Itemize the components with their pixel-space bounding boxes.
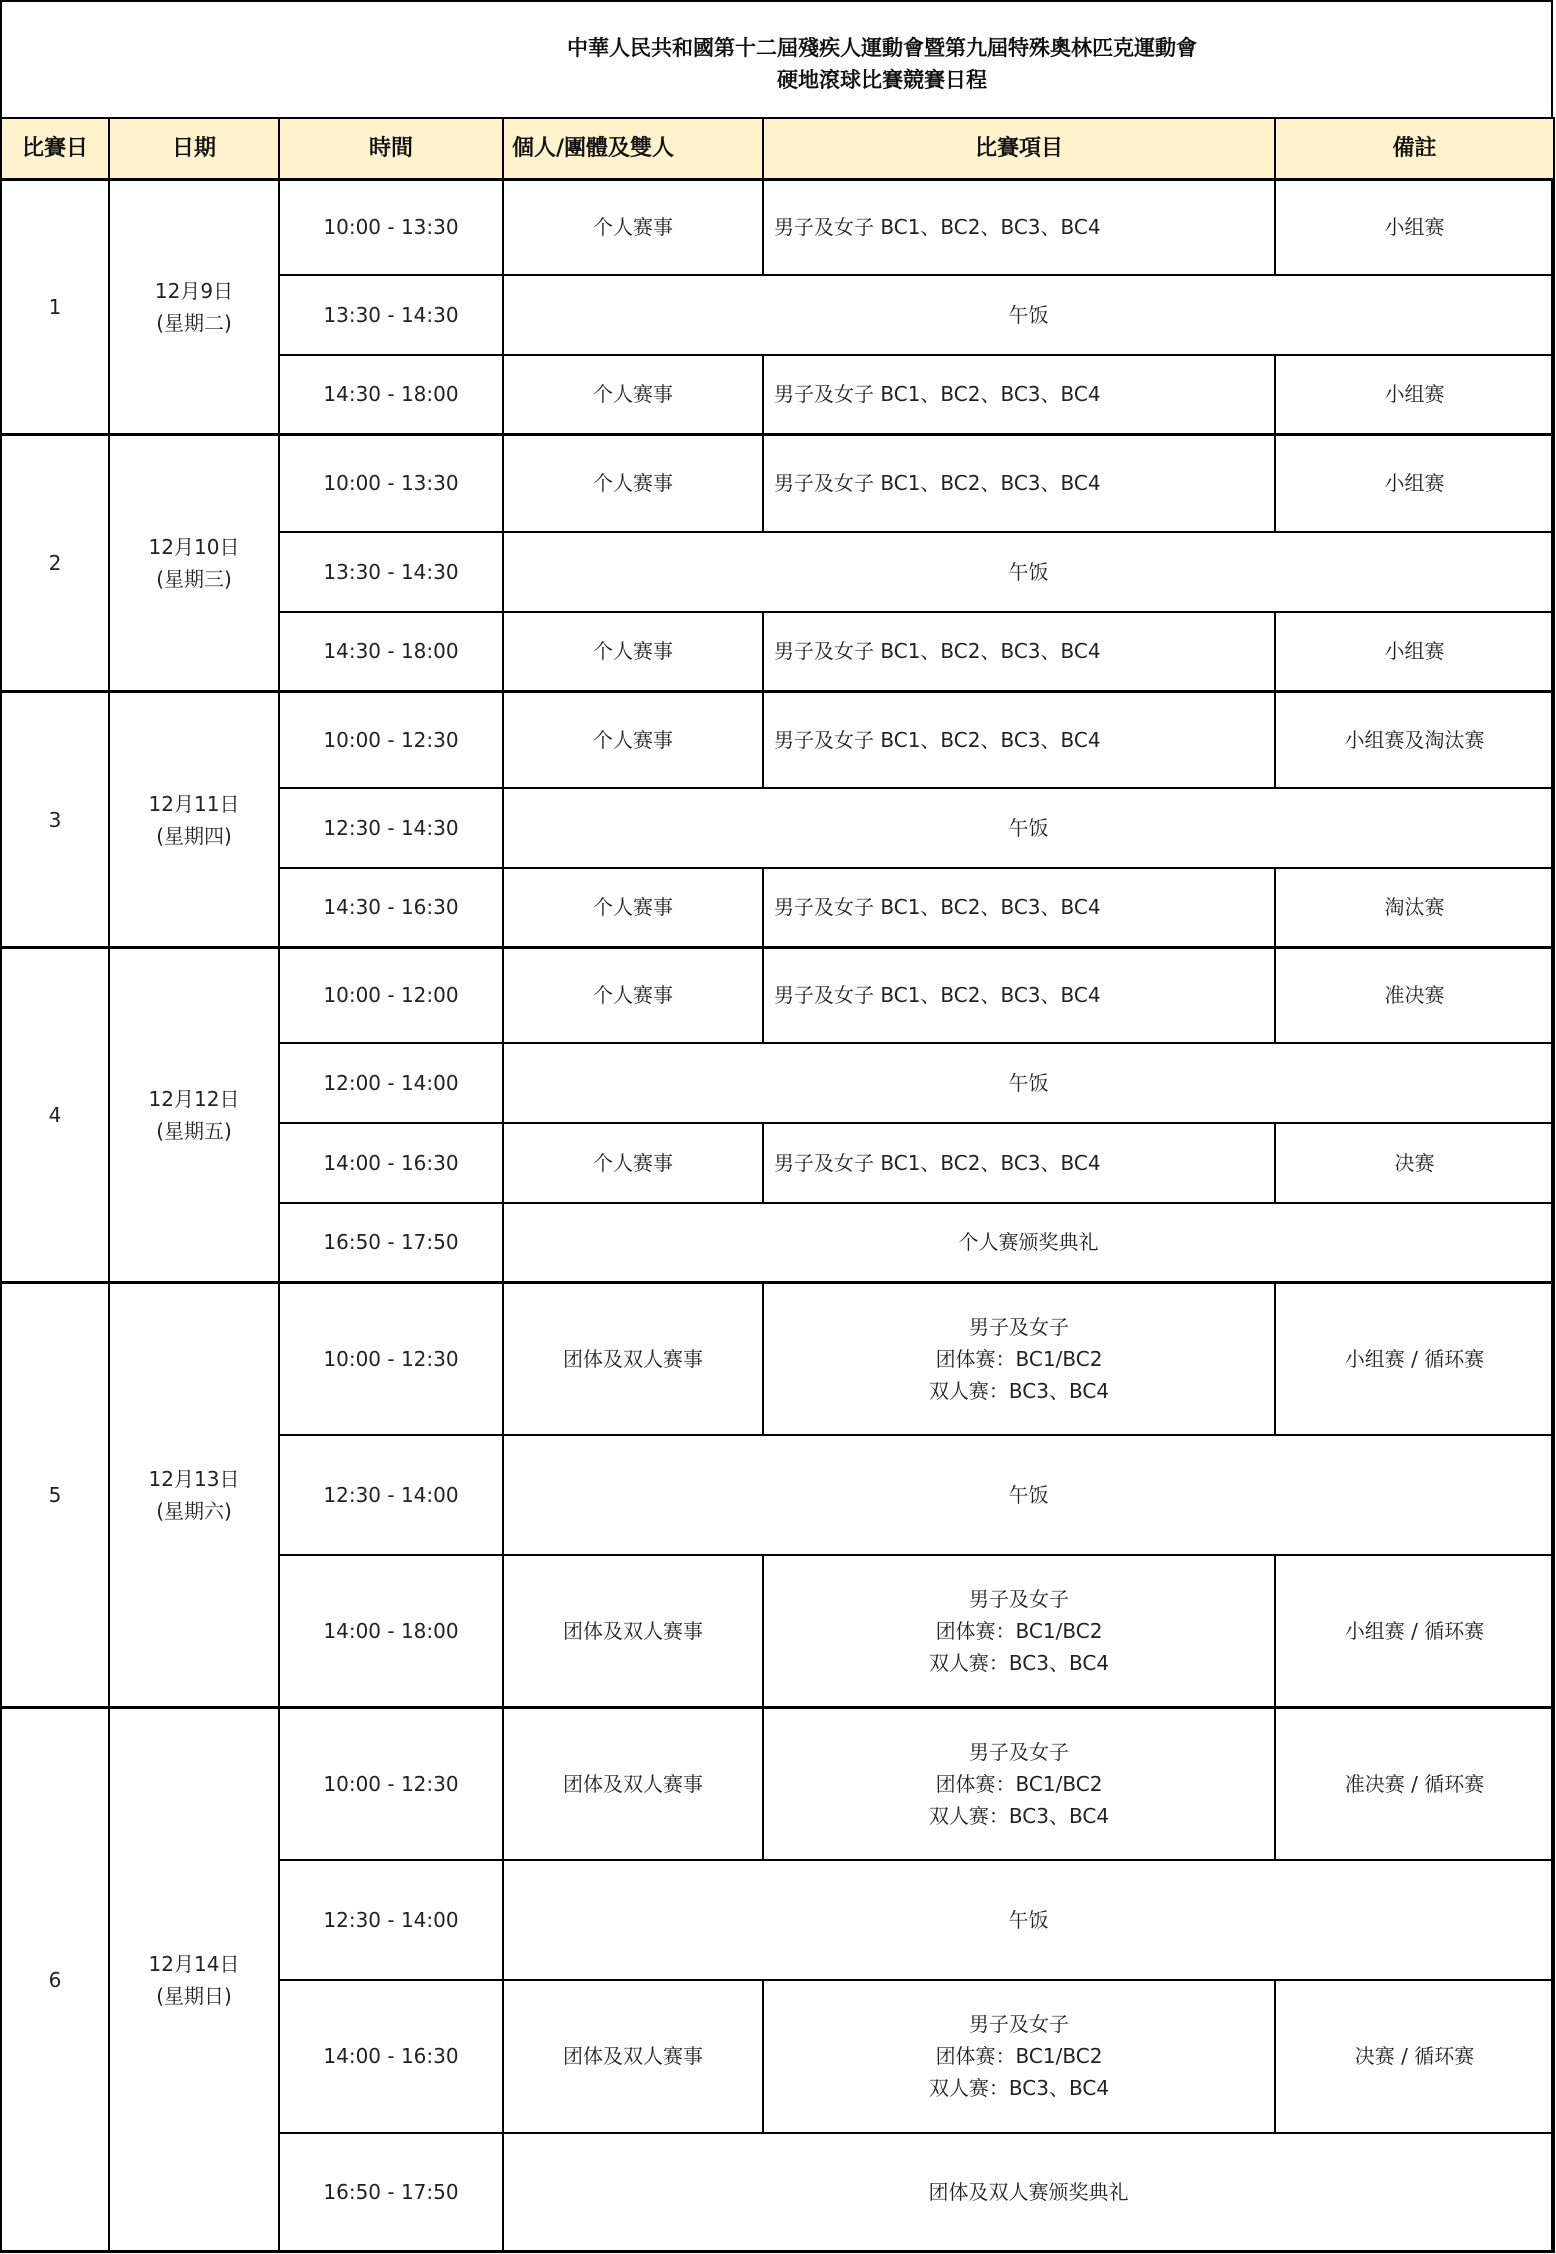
day-number: 3 bbox=[1, 692, 109, 948]
header-time: 時間 bbox=[279, 118, 503, 180]
date: 12月10日 bbox=[148, 535, 240, 559]
time-cell: 10:00 - 13:30 bbox=[279, 180, 503, 275]
date-cell bbox=[109, 692, 279, 948]
events-line: 男子及女子 bbox=[969, 1586, 1069, 1611]
header-remarks: 備註 bbox=[1275, 118, 1554, 180]
table-row bbox=[1, 948, 1554, 1043]
time-cell: 14:00 - 16:30 bbox=[279, 1123, 503, 1203]
time-cell: 12:30 - 14:00 bbox=[279, 1435, 503, 1555]
events-cell: 男子及女子 BC1、BC2、BC3、BC4 bbox=[763, 435, 1275, 532]
header-type: 個人/團體及雙人 bbox=[503, 118, 763, 180]
time-cell: 16:50 - 17:50 bbox=[279, 2133, 503, 2252]
events-cell bbox=[763, 1980, 1275, 2133]
time-cell: 10:00 - 12:30 bbox=[279, 1708, 503, 1860]
title-block bbox=[2, 2, 1555, 120]
events-line: 团体赛：BC1/BC2 bbox=[935, 1618, 1103, 1643]
events-line: 双人赛：BC3、BC4 bbox=[928, 1378, 1110, 1403]
events-line: 团体赛：BC1/BC2 bbox=[935, 1346, 1103, 1371]
type-cell: 个人赛事 bbox=[503, 948, 763, 1043]
table-row bbox=[1, 692, 1554, 788]
remarks-cell: 淘汰赛 bbox=[1275, 868, 1554, 948]
date-cell bbox=[109, 948, 279, 1283]
events-line: 团体赛：BC1/BC2 bbox=[935, 2044, 1103, 2068]
remarks-cell: 决赛 / 循环赛 bbox=[1275, 1980, 1554, 2133]
date-cell bbox=[109, 1708, 279, 2252]
title-line-1: 中華人民共和國第十二屆殘疾人運動會暨第九屆特殊奧林匹克運動會 bbox=[567, 36, 1197, 60]
weekday: (星期五) bbox=[156, 1119, 232, 1143]
header-day: 比賽日 bbox=[1, 118, 109, 180]
time-cell: 16:50 - 17:50 bbox=[279, 1203, 503, 1283]
weekday: (星期六) bbox=[156, 1499, 232, 1523]
lunch-cell: 午饭 bbox=[503, 788, 1554, 868]
header-date: 日期 bbox=[109, 118, 279, 180]
time-cell: 12:00 - 14:00 bbox=[279, 1043, 503, 1123]
time-cell: 13:30 - 14:30 bbox=[279, 532, 503, 612]
remarks-cell: 小组赛 bbox=[1275, 355, 1554, 435]
date: 12月13日 bbox=[148, 1467, 240, 1491]
time-cell: 10:00 - 12:30 bbox=[279, 1283, 503, 1435]
table-row bbox=[1, 1283, 1554, 1435]
day-number: 5 bbox=[1, 1283, 109, 1708]
day-number: 1 bbox=[1, 180, 109, 435]
events-line: 男子及女子 bbox=[969, 1314, 1069, 1339]
weekday: (星期日) bbox=[156, 1983, 232, 2008]
type-cell: 个人赛事 bbox=[503, 435, 763, 532]
remarks-cell: 决赛 bbox=[1275, 1123, 1554, 1203]
table-row bbox=[1, 435, 1554, 532]
type-cell: 个人赛事 bbox=[503, 692, 763, 788]
time-cell: 14:30 - 18:00 bbox=[279, 355, 503, 435]
ceremony-cell: 团体及双人赛颁奖典礼 bbox=[503, 2133, 1554, 2252]
weekday: (星期四) bbox=[156, 823, 232, 848]
type-cell: 团体及双人赛事 bbox=[503, 1708, 763, 1860]
remarks-cell: 小组赛及淘汰赛 bbox=[1275, 692, 1554, 788]
events-cell: 男子及女子 BC1、BC2、BC3、BC4 bbox=[763, 692, 1275, 788]
events-cell bbox=[763, 1283, 1275, 1435]
events-cell bbox=[763, 1555, 1275, 1708]
title-line-2: 硬地滾球比賽競賽日程 bbox=[777, 68, 987, 92]
time-cell: 14:00 - 16:30 bbox=[279, 1980, 503, 2133]
time-cell: 14:00 - 18:00 bbox=[279, 1555, 503, 1708]
schedule-table bbox=[0, 117, 1555, 2253]
remarks-cell: 小组赛 / 循环赛 bbox=[1275, 1555, 1554, 1708]
type-cell: 个人赛事 bbox=[503, 612, 763, 692]
lunch-cell: 午饭 bbox=[503, 275, 1554, 355]
date-cell bbox=[109, 435, 279, 692]
lunch-cell: 午饭 bbox=[503, 532, 1554, 612]
time-cell: 14:30 - 18:00 bbox=[279, 612, 503, 692]
events-cell: 男子及女子 BC1、BC2、BC3、BC4 bbox=[763, 868, 1275, 948]
weekday: (星期三) bbox=[156, 567, 232, 591]
events-line: 男子及女子 bbox=[969, 1739, 1069, 1764]
type-cell: 个人赛事 bbox=[503, 1123, 763, 1203]
type-cell: 团体及双人赛事 bbox=[503, 1283, 763, 1435]
table-row bbox=[1, 1708, 1554, 1860]
date-cell bbox=[109, 1283, 279, 1708]
date: 12月9日 bbox=[154, 279, 234, 303]
events-cell: 男子及女子 BC1、BC2、BC3、BC4 bbox=[763, 180, 1275, 275]
day-number: 6 bbox=[1, 1708, 109, 2252]
date: 12月11日 bbox=[148, 791, 240, 816]
events-line: 双人赛：BC3、BC4 bbox=[928, 1803, 1110, 1828]
remarks-cell: 准决赛 / 循环赛 bbox=[1275, 1708, 1554, 1860]
time-cell: 14:30 - 16:30 bbox=[279, 868, 503, 948]
type-cell: 个人赛事 bbox=[503, 868, 763, 948]
time-cell: 12:30 - 14:30 bbox=[279, 788, 503, 868]
events-line: 双人赛：BC3、BC4 bbox=[928, 2076, 1110, 2100]
remarks-cell: 小组赛 bbox=[1275, 435, 1554, 532]
remarks-cell: 小组赛 / 循环赛 bbox=[1275, 1283, 1554, 1435]
table-row bbox=[1, 180, 1554, 275]
type-cell: 个人赛事 bbox=[503, 180, 763, 275]
time-cell: 13:30 - 14:30 bbox=[279, 275, 503, 355]
lunch-cell: 午饭 bbox=[503, 1435, 1554, 1555]
lunch-cell: 午饭 bbox=[503, 1043, 1554, 1123]
date-cell bbox=[109, 180, 279, 435]
remarks-cell: 准决赛 bbox=[1275, 948, 1554, 1043]
time-cell: 10:00 - 13:30 bbox=[279, 435, 503, 532]
events-line: 团体赛：BC1/BC2 bbox=[935, 1771, 1103, 1796]
weekday: (星期二) bbox=[156, 311, 232, 335]
day-number: 2 bbox=[1, 435, 109, 692]
lunch-cell: 午饭 bbox=[503, 1860, 1554, 1980]
ceremony-cell: 个人赛颁奖典礼 bbox=[503, 1203, 1554, 1283]
header-row bbox=[1, 118, 1554, 180]
remarks-cell: 小组赛 bbox=[1275, 612, 1554, 692]
time-cell: 10:00 - 12:30 bbox=[279, 692, 503, 788]
header-events: 比賽項目 bbox=[763, 118, 1275, 180]
type-cell: 团体及双人赛事 bbox=[503, 1980, 763, 2133]
events-cell: 男子及女子 BC1、BC2、BC3、BC4 bbox=[763, 1123, 1275, 1203]
date: 12月12日 bbox=[148, 1087, 240, 1111]
time-cell: 10:00 - 12:00 bbox=[279, 948, 503, 1043]
remarks-cell: 小组赛 bbox=[1275, 180, 1554, 275]
events-line: 双人赛：BC3、BC4 bbox=[928, 1650, 1110, 1675]
events-cell: 男子及女子 BC1、BC2、BC3、BC4 bbox=[763, 948, 1275, 1043]
events-cell: 男子及女子 BC1、BC2、BC3、BC4 bbox=[763, 355, 1275, 435]
type-cell: 个人赛事 bbox=[503, 355, 763, 435]
time-cell: 12:30 - 14:00 bbox=[279, 1860, 503, 1980]
type-cell: 团体及双人赛事 bbox=[503, 1555, 763, 1708]
date: 12月14日 bbox=[148, 1951, 240, 1976]
events-cell: 男子及女子 BC1、BC2、BC3、BC4 bbox=[763, 612, 1275, 692]
day-number: 4 bbox=[1, 948, 109, 1283]
events-cell bbox=[763, 1708, 1275, 1860]
events-line: 男子及女子 bbox=[969, 2012, 1069, 2036]
